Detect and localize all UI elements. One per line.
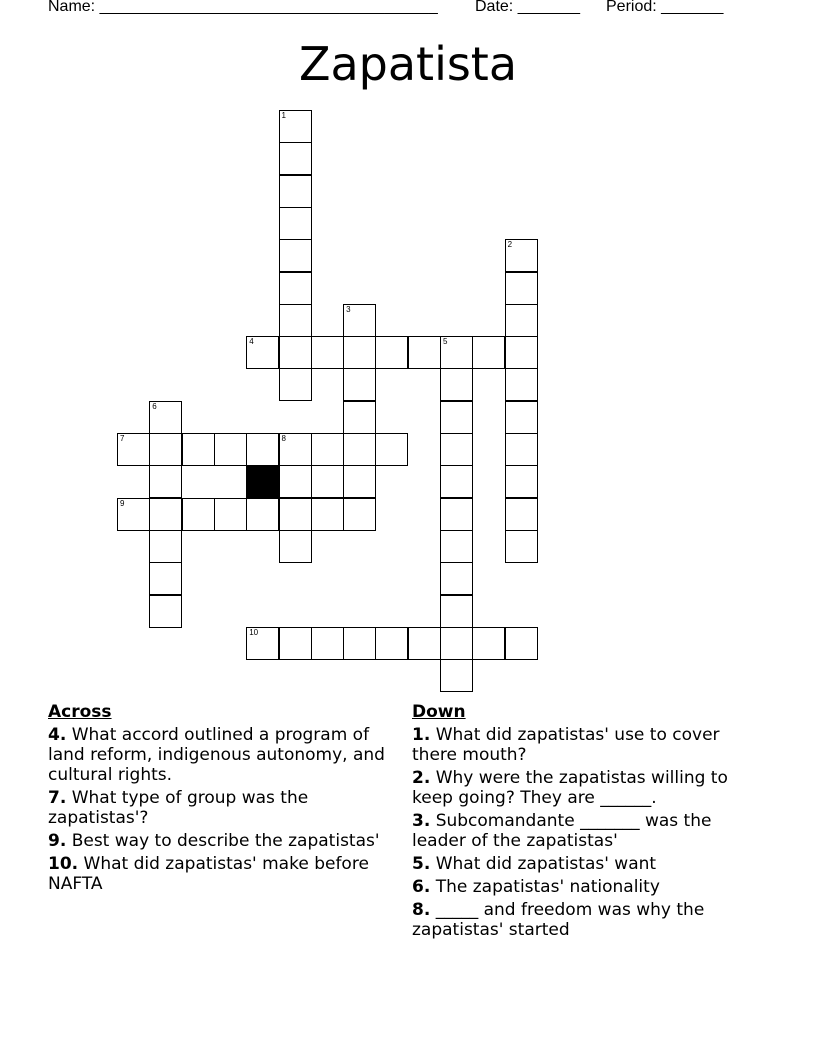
across-clue: [48, 788, 400, 828]
grid-cell[interactable]: [440, 530, 473, 563]
grid-cell[interactable]: [149, 465, 182, 498]
grid-cell[interactable]: [311, 627, 344, 660]
clue-text: Why were the zapatistas willing to keep going? They are ______.: [412, 768, 728, 808]
grid-cell[interactable]: [505, 368, 538, 401]
grid-cell[interactable]: [440, 433, 473, 466]
clue-text: Best way to describe the zapatistas': [71, 831, 380, 851]
grid-cell[interactable]: [440, 368, 473, 401]
grid-cell[interactable]: [279, 433, 312, 466]
clue-text: Subcomandante _______ was the leader of the zapatistas': [412, 811, 712, 851]
across-clue: [48, 854, 400, 894]
grid-cell[interactable]: [408, 336, 441, 369]
down-clue: [412, 725, 762, 765]
grid-cell[interactable]: [343, 336, 376, 369]
grid-cell[interactable]: [279, 272, 312, 305]
grid-cell[interactable]: [505, 433, 538, 466]
clue-number: 3.: [412, 811, 431, 831]
down-clue: [412, 900, 762, 940]
grid-cell[interactable]: [117, 433, 150, 466]
clue-number: 6.: [412, 877, 431, 897]
grid-cell[interactable]: [311, 465, 344, 498]
across-clue: [48, 725, 400, 785]
grid-cell[interactable]: [472, 627, 505, 660]
grid-cell[interactable]: [375, 433, 408, 466]
grid-cell[interactable]: [343, 498, 376, 531]
cell-number: 10: [249, 627, 259, 637]
cell-number: 4: [249, 337, 254, 347]
date-field-label[interactable]: Date: _______: [475, 0, 580, 15]
across-clue-list: [48, 725, 400, 894]
cell-number: 1: [281, 111, 286, 120]
grid-cell[interactable]: [279, 627, 312, 660]
grid-cell[interactable]: [505, 272, 538, 305]
grid-cell[interactable]: [279, 142, 312, 175]
clue-text: What did zapatistas' make before NAFTA: [48, 854, 369, 894]
grid-cell[interactable]: [279, 530, 312, 563]
grid-cell[interactable]: [505, 401, 538, 434]
grid-cell[interactable]: [343, 401, 376, 434]
grid-cell[interactable]: [117, 498, 150, 531]
clue-number: 9.: [48, 831, 67, 851]
grid-cell[interactable]: [440, 465, 473, 498]
grid-cell[interactable]: [505, 336, 538, 369]
clue-number: 7.: [48, 788, 67, 808]
clue-number: 1.: [412, 725, 431, 745]
clue-number: 4.: [48, 725, 67, 745]
cell-number: 2: [507, 240, 513, 250]
grid-cell[interactable]: [440, 562, 473, 595]
grid-block-cell: [246, 465, 279, 498]
name-field-label[interactable]: Name: ______________________________________: [48, 0, 438, 15]
grid-cell[interactable]: [472, 336, 505, 369]
grid-cell[interactable]: [279, 304, 312, 337]
cell-number: 9: [120, 498, 125, 508]
grid-cell[interactable]: [505, 530, 538, 563]
clue-text: What accord outlined a program of land reform, indigenous autonomy, and cultural rights.: [48, 725, 385, 785]
clue-number: 5.: [412, 854, 431, 874]
grid-cell[interactable]: [505, 239, 538, 272]
cell-number: 6: [152, 401, 157, 411]
clue-text: What did zapatistas' use to cover there mouth?: [412, 725, 720, 765]
grid-cell[interactable]: [311, 498, 344, 531]
down-clue-list: [412, 725, 762, 940]
down-clue: [412, 877, 762, 897]
grid-cell[interactable]: [440, 627, 473, 660]
clue-number: 10.: [48, 854, 79, 874]
grid-cell[interactable]: [149, 595, 182, 628]
grid-cell[interactable]: [149, 562, 182, 595]
grid-cell[interactable]: [149, 530, 182, 563]
period-field-label[interactable]: Period: _______: [606, 0, 724, 15]
grid-cell[interactable]: [505, 465, 538, 498]
grid-cell[interactable]: [343, 368, 376, 401]
grid-cell[interactable]: [279, 239, 312, 272]
grid-cell[interactable]: [505, 498, 538, 531]
cell-number: 5: [443, 337, 448, 347]
clue-text: What did zapatistas' want: [435, 854, 657, 874]
grid-cell[interactable]: [182, 433, 215, 466]
clue-text: What type of group was the zapatistas'?: [48, 788, 309, 828]
grid-cell[interactable]: [505, 304, 538, 337]
cell-number: 3: [346, 304, 351, 314]
down-clue: [412, 854, 762, 874]
cell-number: 7: [120, 434, 125, 443]
across-heading: Across: [48, 702, 112, 722]
grid-cell[interactable]: [440, 336, 473, 369]
grid-cell[interactable]: [214, 498, 247, 531]
grid-cell[interactable]: [279, 368, 312, 401]
across-clues: [48, 702, 400, 897]
grid-cell[interactable]: [246, 336, 279, 369]
down-clue: [412, 768, 762, 808]
clue-text: The zapatistas' nationality: [435, 877, 660, 897]
grid-cell[interactable]: [246, 433, 279, 466]
puzzle-title: Zapatista: [298, 37, 518, 91]
grid-cell[interactable]: [279, 175, 312, 208]
grid-cell[interactable]: [343, 433, 376, 466]
across-clue: [48, 831, 400, 851]
grid-cell[interactable]: [246, 498, 279, 531]
grid-cell[interactable]: [440, 401, 473, 434]
grid-cell[interactable]: [279, 465, 312, 498]
grid-cell[interactable]: [343, 465, 376, 498]
cell-number: 8: [281, 434, 286, 443]
grid-cell[interactable]: [149, 433, 182, 466]
down-clues: [412, 702, 762, 943]
grid-cell[interactable]: [279, 110, 312, 143]
grid-cell[interactable]: [149, 498, 182, 531]
grid-cell[interactable]: [440, 498, 473, 531]
grid-cell[interactable]: [311, 336, 344, 369]
grid-cell[interactable]: [182, 498, 215, 531]
grid-cell[interactable]: [246, 627, 279, 660]
grid-cell[interactable]: [279, 207, 312, 240]
grid-cell[interactable]: [375, 336, 408, 369]
clue-number: 2.: [412, 768, 431, 788]
grid-cell[interactable]: [279, 336, 312, 369]
grid-cell[interactable]: [505, 627, 538, 660]
grid-cell[interactable]: [343, 304, 376, 337]
grid-cell[interactable]: [149, 401, 182, 434]
grid-cell[interactable]: [279, 498, 312, 531]
grid-cell[interactable]: [440, 659, 473, 692]
grid-cell[interactable]: [343, 627, 376, 660]
clue-text: _____ and freedom was why the zapatistas' started: [412, 900, 705, 940]
grid-cell[interactable]: [214, 433, 247, 466]
grid-cell[interactable]: [408, 627, 441, 660]
grid-cell[interactable]: [375, 627, 408, 660]
grid-cell[interactable]: [311, 433, 344, 466]
down-heading: Down: [412, 702, 466, 722]
down-clue: [412, 811, 762, 851]
clue-number: 8.: [412, 900, 431, 920]
grid-cell[interactable]: [440, 595, 473, 628]
